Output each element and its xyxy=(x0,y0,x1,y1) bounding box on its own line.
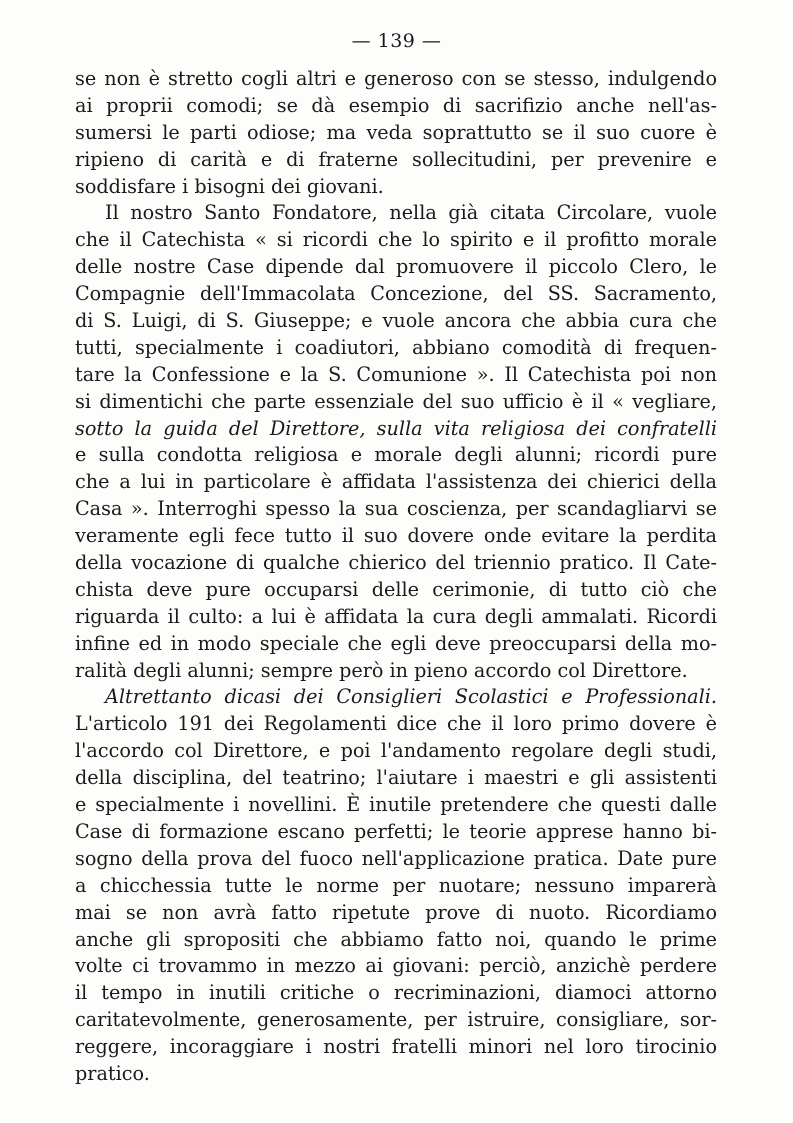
text-line-37: reggere, incoraggiare i nostri fratelli minori nel loro tirocinio xyxy=(75,1035,717,1059)
text-line-17: Casa ». Interroghi spesso la sua coscienza, per scandagliarvi se xyxy=(75,497,717,521)
text-line-34: volte ci trovammo in mezzo ai giovani: perciò, anzichè perdere xyxy=(75,954,717,978)
text-line-29: Case di formazione escano perfetti; le teorie apprese hanno bi- xyxy=(75,819,717,843)
text-line-13: si dimentichi che parte essenziale del suo ufficio è il « vegliare, xyxy=(75,389,717,413)
paragraph-3-start: Altrettanto dicasi dei Consiglieri Scolastici e Professionali. xyxy=(105,685,717,709)
text-line-31: a chicchessia tutte le norme per nuotare; nessuno imparerà xyxy=(75,873,717,897)
text-line-28: e specialmente i novellini. È inutile pretendere che questi dalle xyxy=(75,793,717,817)
text-line-26: l'accordo col Direttore, e poi l'andamento regolare degli studi, xyxy=(75,739,717,763)
text-line-16: che a lui in particolare è affidata l'assistenza dei chierici della xyxy=(75,470,717,494)
text-line-5: soddisfare i bisogni dei giovani. xyxy=(75,174,384,198)
text-line-21: riguarda il culto: a lui è affidata la cura degli ammalati. Ricordi xyxy=(75,604,717,628)
text-line-9: Compagnie dell'Immacolata Concezione, del SS. Sacramento, xyxy=(75,282,717,306)
text-line-22: infine ed in modo speciale che egli deve preoccuparsi della mo- xyxy=(75,631,717,655)
text-line-1: se non è stretto cogli altri e generoso con se stesso, indulgendo xyxy=(75,67,717,90)
text-line-36: caritatevolmente, generosamente, per istruire, consigliare, sor- xyxy=(75,1008,717,1032)
text-line-20: chista deve pure occuparsi delle cerimonie, di tutto ciò che xyxy=(75,577,717,601)
text-line-8: delle nostre Case dipende dal promuovere il piccolo Clero, le xyxy=(75,255,717,279)
page-number: — 139 — xyxy=(351,30,442,52)
text-line-27: della disciplina, del teatrino; l'aiutare i maestri e gli assistenti xyxy=(75,766,717,790)
body-text xyxy=(75,66,717,1088)
text-line-25: L'articolo 191 dei Regolamenti dice che il loro primo dovere è xyxy=(75,712,717,736)
text-line-15: e sulla condotta religiosa e morale degli alunni; ricordi pure xyxy=(75,443,717,467)
text-line-35: il tempo in inutili critiche o recriminazioni, diamoci attorno xyxy=(75,981,717,1005)
text-line-33: anche gli spropositi che abbiamo fatto noi, quando le prime xyxy=(75,927,717,951)
text-line-14: sotto la guida del Direttore, sulla vita religiosa dei confratelli xyxy=(75,416,717,440)
text-line-4: ripieno di carità e di fraterne sollecitudini, per prevenire e xyxy=(75,147,717,171)
text-line-3: sumersi le parti odiose; ma veda soprattutto se il suo cuore è xyxy=(75,120,717,144)
text-line-18: veramente egli fece tutto il suo dovere onde evitare la perdita xyxy=(75,524,717,548)
text-line-32: mai se non avrà fatto ripetute prove di nuoto. Ricordiamo xyxy=(75,900,717,924)
text-line-19: della vocazione di qualche chierico del triennio pratico. Il Cate- xyxy=(75,551,717,575)
text-line-38: pratico. xyxy=(75,1061,150,1085)
text-line-12: tare la Confessione e la S. Comunione ». Il Catechista poi non xyxy=(75,362,717,386)
paragraph-2-start: Il nostro Santo Fondatore, nella già citata Circolare, vuole xyxy=(105,201,717,225)
text-line-11: tutti, specialmente i coadiutori, abbiano comodità di frequen- xyxy=(75,335,717,359)
text-line-7: che il Catechista « si ricordi che lo spirito e il profitto morale xyxy=(75,228,717,252)
text-line-10: di S. Luigi, di S. Giuseppe; e vuole ancora che abbia cura che xyxy=(75,309,717,333)
text-line-23: ralità degli alunni; sempre però in pieno accordo col Direttore. xyxy=(75,658,688,682)
text-line-30: sogno della prova del fuoco nell'applicazione pratica. Date pure xyxy=(75,846,717,870)
text-line-2: ai proprii comodi; se dà esempio di sacrifizio anche nell'as- xyxy=(75,93,717,117)
